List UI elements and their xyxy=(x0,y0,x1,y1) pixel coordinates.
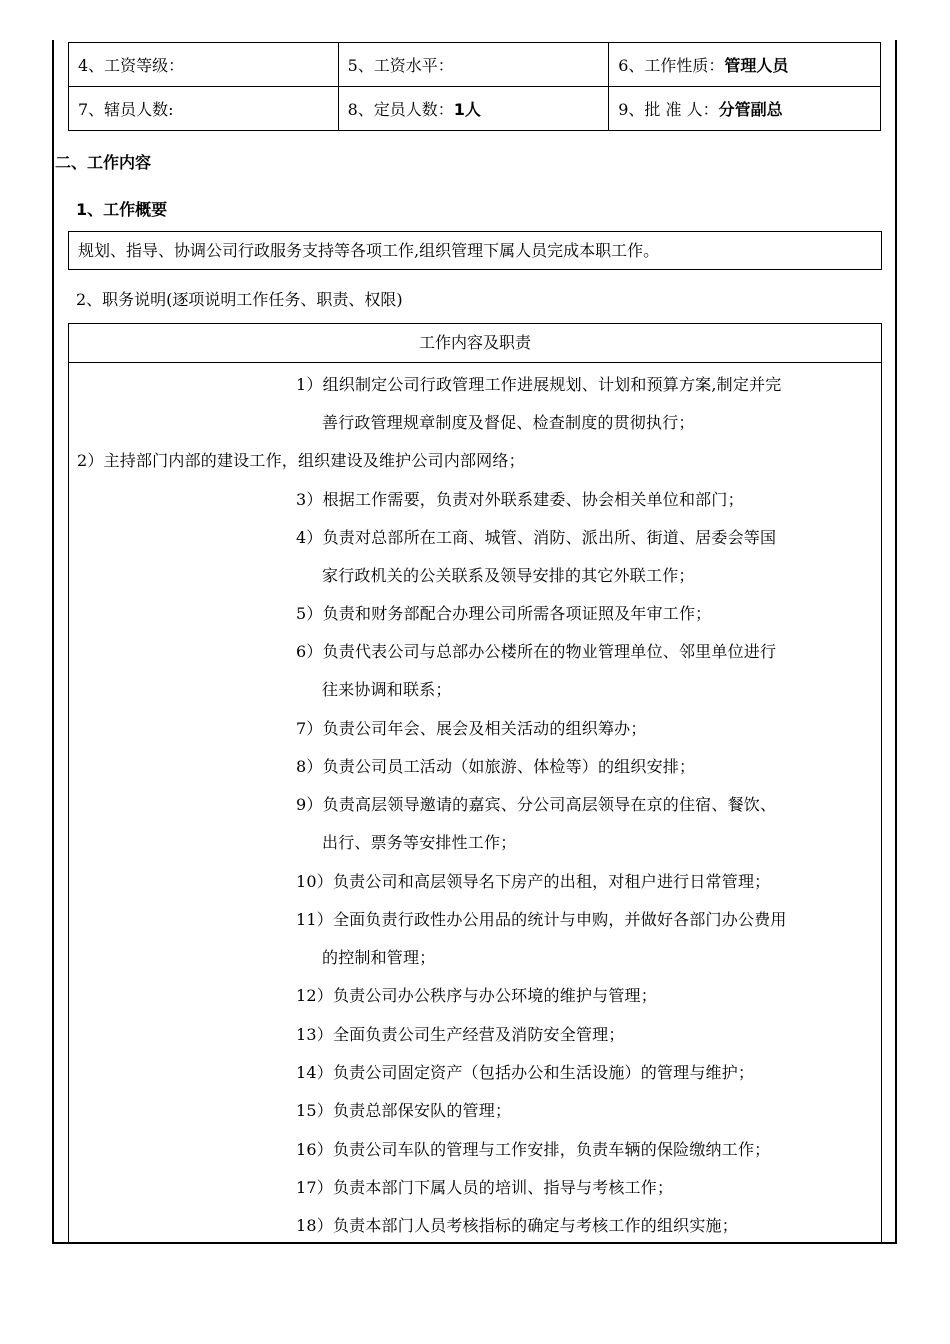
list-item: 8）负责公司员工活动（如旅游、体检等）的组织安排； xyxy=(296,757,696,776)
duties-intro: 2、职务说明(逐项说明工作任务、职责、权限) xyxy=(76,290,403,309)
headcount-value: 1人 xyxy=(453,100,481,119)
list-item: 4）负责对总部所在工商、城管、消防、派出所、街道、居委会等国 xyxy=(296,528,777,547)
list-item: 18）负责本部门人员考核指标的确定与考核工作的组织实施； xyxy=(296,1216,738,1235)
salary-grade-cell: 4、工资等级： xyxy=(69,43,339,87)
list-item: 的控制和管理； xyxy=(322,948,436,967)
table-row xyxy=(69,87,881,131)
job-nature-value: 管理人员 xyxy=(724,56,789,75)
subordinate-count-cell: 7、辖员人数: xyxy=(69,87,339,131)
list-item: 10）负责公司和高层领导名下房产的出租，对租户进行日常管理； xyxy=(296,872,771,891)
list-item: 3）根据工作需要，负责对外联系建委、协会相关单位和部门； xyxy=(296,490,744,509)
list-item: 善行政管理规章制度及督促、检查制度的贯彻执行； xyxy=(322,413,695,432)
list-item: 16）负责公司车队的管理与工作安排，负责车辆的保险缴纳工作； xyxy=(296,1140,771,1159)
approver-value: 分管副总 xyxy=(718,100,783,119)
job-nature-label: 6、工作性质： xyxy=(618,56,725,75)
salary-level-cell: 5、工资水平： xyxy=(338,43,609,87)
section-title-work-content: 二、工作内容 xyxy=(55,153,152,172)
job-nature-cell xyxy=(609,43,881,87)
list-item: 11）全面负责行政性办公用品的统计与申购，并做好各部门办公费用 xyxy=(296,910,787,929)
list-item: 家行政机关的公关联系及领导安排的其它外联工作； xyxy=(322,566,695,585)
list-item: 出行、票务等安排性工作； xyxy=(322,833,517,852)
list-item: 12）负责公司办公秩序与办公环境的维护与管理； xyxy=(296,986,657,1005)
list-item: 1）组织制定公司行政管理工作进展规划、计划和预算方案,制定并完 xyxy=(296,375,782,394)
list-item: 13）全面负责公司生产经营及消防安全管理； xyxy=(296,1025,625,1044)
approver-label: 9、批 准 人： xyxy=(618,100,719,119)
list-item: 5）负责和财务部配合办理公司所需各项证照及年审工作； xyxy=(296,604,712,623)
list-item: 17）负责本部门下属人员的培训、指导与考核工作； xyxy=(296,1178,674,1197)
list-item: 7）负责公司年会、展会及相关活动的组织筹办； xyxy=(296,719,647,738)
headcount-label: 8、定员人数： xyxy=(347,100,454,119)
overview-title: 1、工作概要 xyxy=(76,200,168,219)
approver-cell xyxy=(609,87,881,131)
headcount-cell xyxy=(338,87,609,131)
list-item: 往来协调和联系； xyxy=(322,680,452,699)
overview-text: 规划、指导、协调公司行政服务支持等各项工作,组织管理下属人员完成本职工作。 xyxy=(78,241,660,260)
overview-box xyxy=(68,231,882,270)
list-item: 14）负责公司固定资产（包括办公和生活设施）的管理与维护； xyxy=(296,1063,755,1082)
list-item: 2）主持部门内部的建设工作，组织建设及维护公司内部网络； xyxy=(77,451,525,470)
list-item: 6）负责代表公司与总部办公楼所在的物业管理单位、邻里单位进行 xyxy=(296,642,777,661)
duties-table-header: 工作内容及职责 xyxy=(69,324,881,363)
table-row xyxy=(69,43,881,87)
list-item: 15）负责总部保安队的管理； xyxy=(296,1101,512,1120)
job-info-table xyxy=(68,42,881,131)
list-item: 9）负责高层领导邀请的嘉宾、分公司高层领导在京的住宿、餐饮、 xyxy=(296,795,777,814)
